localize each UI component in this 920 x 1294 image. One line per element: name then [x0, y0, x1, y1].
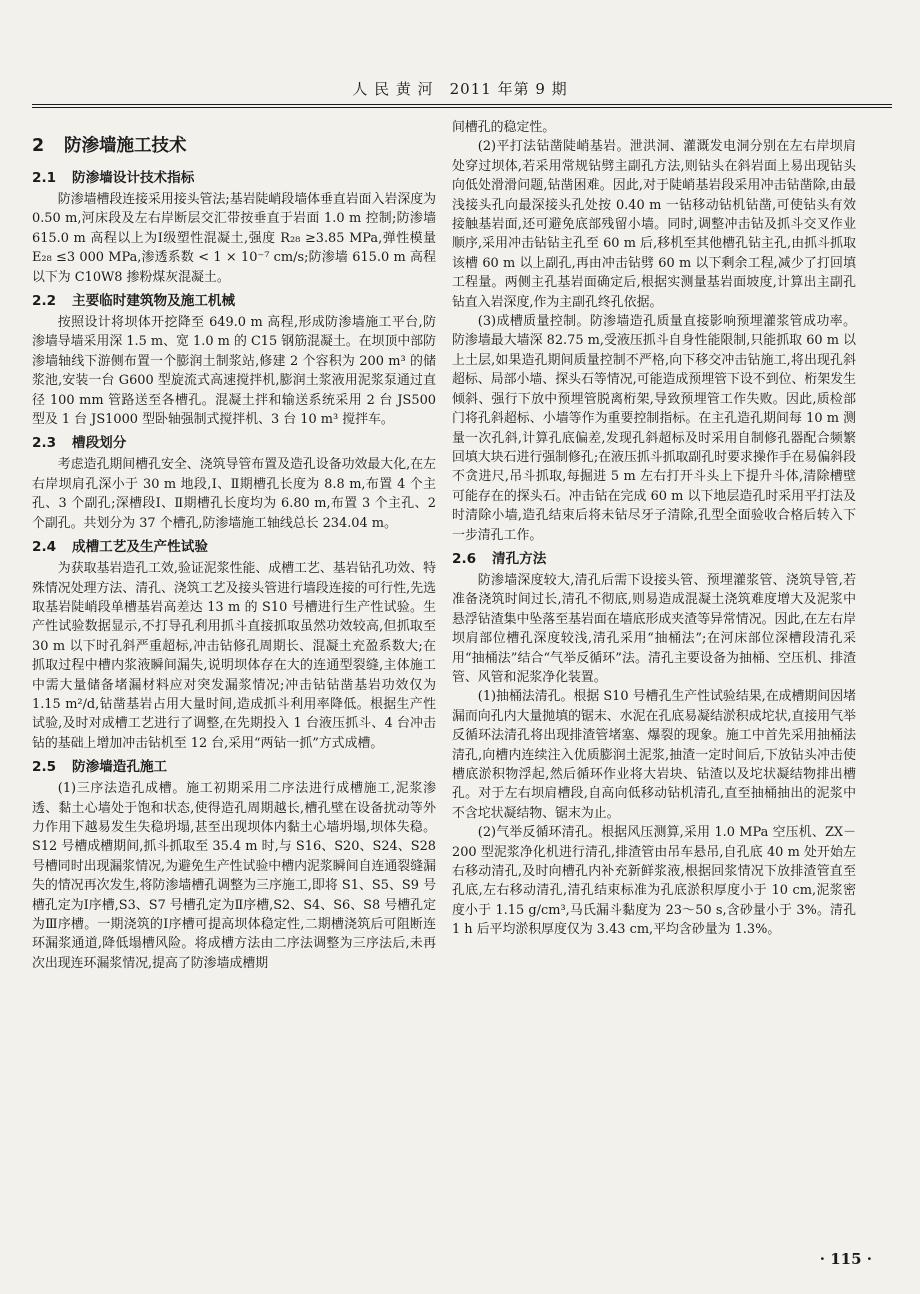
header-rule-bottom [32, 107, 892, 108]
section-number: 2.6 [452, 550, 477, 567]
paragraph: 防渗墙深度较大,清孔后需下设接头管、预埋灌浆管、浇筑导管,若准备浇筑时间过长,清孔不彻底,则易造成混凝土浇筑难度增大及泥浆中悬浮钻渣集中坠落至基岩面在墙底形成夹渣等异常情况。因此,在左右岸坝肩部位槽孔深度较浅,清孔采用“抽桶法”;在河床部位深槽段清孔采用“抽桶法”结合“气举反循环”法。清孔主要设备为抽桶、空压机、排渣管、风管和泥浆净化装置。 [452, 572, 856, 685]
section-heading [32, 433, 436, 453]
section-number: 2.3 [32, 435, 57, 452]
section-number: 2 [32, 136, 45, 156]
left-column [32, 118, 436, 973]
section-heading [32, 537, 436, 557]
section-title: 槽段划分 [72, 435, 127, 452]
section-number: 2.1 [32, 170, 57, 186]
paragraph: (1)抽桶法清孔。根据 S10 号槽孔生产性试验结果,在成槽期间因堵漏而向孔内大量抛填的锯末、水泥在孔底易凝结淤积成坨状,直接用气举反循环法清孔将出现排渣管堵塞、爆裂的现象。施工中首先采用抽桶法清孔,向槽内连续注入优质膨润土泥浆,抽渣一定时间后,下放钻头冲击使槽底淤积物浮起,然后循环作业将大岩块、钻渣以及坨状凝结物排出槽孔。对于左右坝肩槽段,自高向低移动钻机清孔,直至抽桶抽出的泥浆中不含坨状凝结物、锯末为止。 [452, 689, 856, 821]
section-heading [32, 134, 436, 158]
section-number: 2.4 [32, 539, 57, 556]
section-title: 主要临时建筑物及施工机械 [72, 293, 236, 310]
paragraph: (2)平打法钻凿陡峭基岩。泄洪洞、灌溉发电洞分别在左右岸坝肩处穿过坝体,若采用常规钻劈主副孔方法,则钻头在斜岩面上易出现钻头向低处滑滑问题,钻凿困难。因此,对于陡峭基岩段采用冲击钻凿除,由最浅接头孔向最深接头孔处按 0.40 m 一钻移动钻机钻凿,可使钻头有效接触基岩面,还可避免底部残留小墙。同时,调整冲击钻及抓斗交叉作业顺序,采用冲击钻钻主孔至 60 m 后,移机至其他槽孔钻主孔,由抓斗抓取该槽 60 m 以上副孔,再由冲击钻劈 60 m 以下剩余工程,减少了打回填工程量。两侧主孔基岩面确定后,根据实测量基岩面坡度,计算出主副孔钻直入岩深度,作为主副孔终孔依据。 [452, 139, 856, 310]
header-rule-top [32, 104, 892, 105]
paragraph: (1)三序法造孔成槽。施工初期采用二序法进行成槽施工,泥浆渗透、黏土心墙处于饱和状态,使得造孔周期越长,槽孔壁在设备扰动等外力作用下越易发生失稳坍塌,甚至出现坝体内黏土心墙坍塌,坝体失稳。S12 号槽成槽期间,抓斗抓取至 35.4 m 时,与 S16、S20、S24、S28 号槽同时出现漏浆情况,为避免生产性试验中槽内泥浆瞬间自连通裂缝漏失的情况再次发生,将防渗墙槽孔调整为三序施工,即将 S1、S5、S9 号槽孔定为Ⅰ序槽,S3、S7 号槽孔定为Ⅱ序槽,S2、S4、S6、S8 号槽孔定为Ⅲ序槽。一期浇筑的Ⅰ序槽可提高坝体稳定性,二期槽浇筑后可阻断连环漏浆通道,降低塌槽风险。将成槽方法由二序法调整为三序法后,未再次出现连环漏浆情况,提高了防渗墙成槽期 [32, 781, 436, 971]
paragraph: 考虑造孔期间槽孔安全、浇筑导管布置及造孔设备功效最大化,在左右岸坝肩孔深小于 30 m 地段,Ⅰ、Ⅱ期槽孔长度为 8.8 m,布置 4 个主孔、3 个副孔;深槽段Ⅰ、Ⅱ期槽孔长度均为 6.80 m,布置 3 个主孔、2 个副孔。共划分为 37 个槽孔,防渗墙施工轴线总长 234.04 m。 [32, 457, 436, 531]
paragraph: (2)气举反循环清孔。根据风压测算,采用 1.0 MPa 空压机、ZX－200 型泥浆净化机进行清孔,排渣管由吊车悬吊,自孔底 40 m 处开始左右移动清孔,及时向槽孔内补充新鲜浆液,根据回浆情况下放排渣管直至孔底,左右移动清孔,清孔结束标准为孔底淤积厚度小于 10 cm,泥浆密度小于 1.15 g/cm³,马氏漏斗黏度为 23～50 s,含砂量小于 3%。清孔 1 h 后平均淤积厚度仅为 3.43 cm,平均含砂量为 1.3%。 [452, 825, 856, 938]
paragraph: 为获取基岩造孔工效,验证泥浆性能、成槽工艺、基岩钻孔功效、特殊情况处理方法、清孔、浇筑工艺及接头管进行墙段连接的可行性,先选取基岩陡峭段单槽基岩高差达 13 m 的 S10 号槽进行生产性试验。生产性试验数据显示,不打导孔利用抓斗直接抓取虽然功效较高,但抓取至 30 m 以下时孔斜严重超标,冲击钻修孔周期长、混凝土充盈系数大;在抓取过程中槽内浆液瞬间漏失,说明坝体存在大的连通型裂缝,主体施工中需大量储备堵漏材料应对突发漏浆情况;冲击钻钻凿基岩功效仅为 1.15 m²/d,钻凿基岩占用大量时间,造成抓斗利用率降低。根据生产性试验,及时对成槽工艺进行了调整,在先期投入 1 台液压抓斗、4 台冲击钻的基础上增加冲击钻机至 12 台,采用“两钻一抓”方式成槽。 [32, 561, 436, 751]
right-column [452, 118, 856, 940]
section-heading [32, 168, 436, 188]
section-number: 2.5 [32, 759, 57, 776]
section-title: 防渗墙造孔施工 [72, 759, 168, 776]
section-title: 清孔方法 [492, 550, 547, 567]
section-title: 防渗墙设计技术指标 [72, 170, 195, 186]
section-title: 成槽工艺及生产性试验 [72, 539, 208, 556]
running-header: 人 民 黄 河 2011 年第 9 期 [352, 80, 568, 98]
section-number: 2.2 [32, 293, 57, 310]
paragraph: 防渗墙槽段连接采用接头管法;基岩陡峭段墙体垂直岩面入岩深度为 0.50 m,河床段及左右岸断层交汇带按垂直于岩面 1.0 m 控制;防渗墙 615.0 m 高程以上为Ⅰ级塑性混凝土,强度 R₂₈ ≥3.85 MPa,弹性模量 E₂₈ ≤3 000 MPa,渗透系数 < 1 × 10⁻⁷ cm/s;防渗墙 615.0 m 高程以下为 C10W8 掺粉煤灰混凝土。 [32, 192, 436, 285]
page-number: · 115 · [819, 1250, 872, 1268]
section-heading [452, 549, 856, 569]
section-heading [32, 291, 436, 311]
paragraph: 按照设计将坝体开挖降至 649.0 m 高程,形成防渗墙施工平台,防渗墙导墙采用深 1.5 m、宽 1.0 m 的 C15 钢筋混凝土。在坝顶中部防渗墙轴线下游侧布置一个膨润土制浆站,修建 2 个容积为 200 m³ 的储浆池,安装一台 G600 型旋流式高速搅拌机,膨润土浆液用泥浆泵通过直径 100 mm 管路送至各槽孔。混凝土拌和输送系统采用 2 台 JS500 型及 1 台 JS1000 型卧轴强制式搅拌机、3 台 10 m³ 搅拌车。 [32, 315, 436, 428]
paragraph: 间槽孔的稳定性。 [452, 120, 556, 135]
section-heading [32, 757, 436, 777]
section-title: 防渗墙施工技术 [64, 136, 187, 156]
paragraph: (3)成槽质量控制。防渗墙造孔质量直接影响预埋灌浆管成功率。防渗墙最大墙深 82.75 m,受液压抓斗自身性能限制,只能抓取 60 m 以上土层,如果造孔期间质量控制不严格,向下移交冲击钻施工,将出现孔斜超标、局部小墙、探头石等情况,可能造成预埋管下设不到位、桁架发生倾斜、强行下放中预埋管脱离桁架,导致预埋管工作失败。因此,质检部门将孔斜超标、小墙等作为重要控制指标。在主孔造孔期间每 10 m 测量一次孔斜,计算孔底偏差,发现孔斜超标及时采用自制修孔器配合频繁回填大块石进行强制修孔;在液压抓斗抓取副孔时要求操作手在易偏斜段不贪进尺,吊斗抓取,每掘进 5 m 左右打开斗头上下提升斗体,清除槽壁可能存在的探头石。冲击钻在完成 60 m 以下地层造孔时采用平打法及时清除小墙,造孔结束后将未钻尽牙子清除,孔型全面验收合格后转入下一步清孔工作。 [452, 314, 856, 543]
